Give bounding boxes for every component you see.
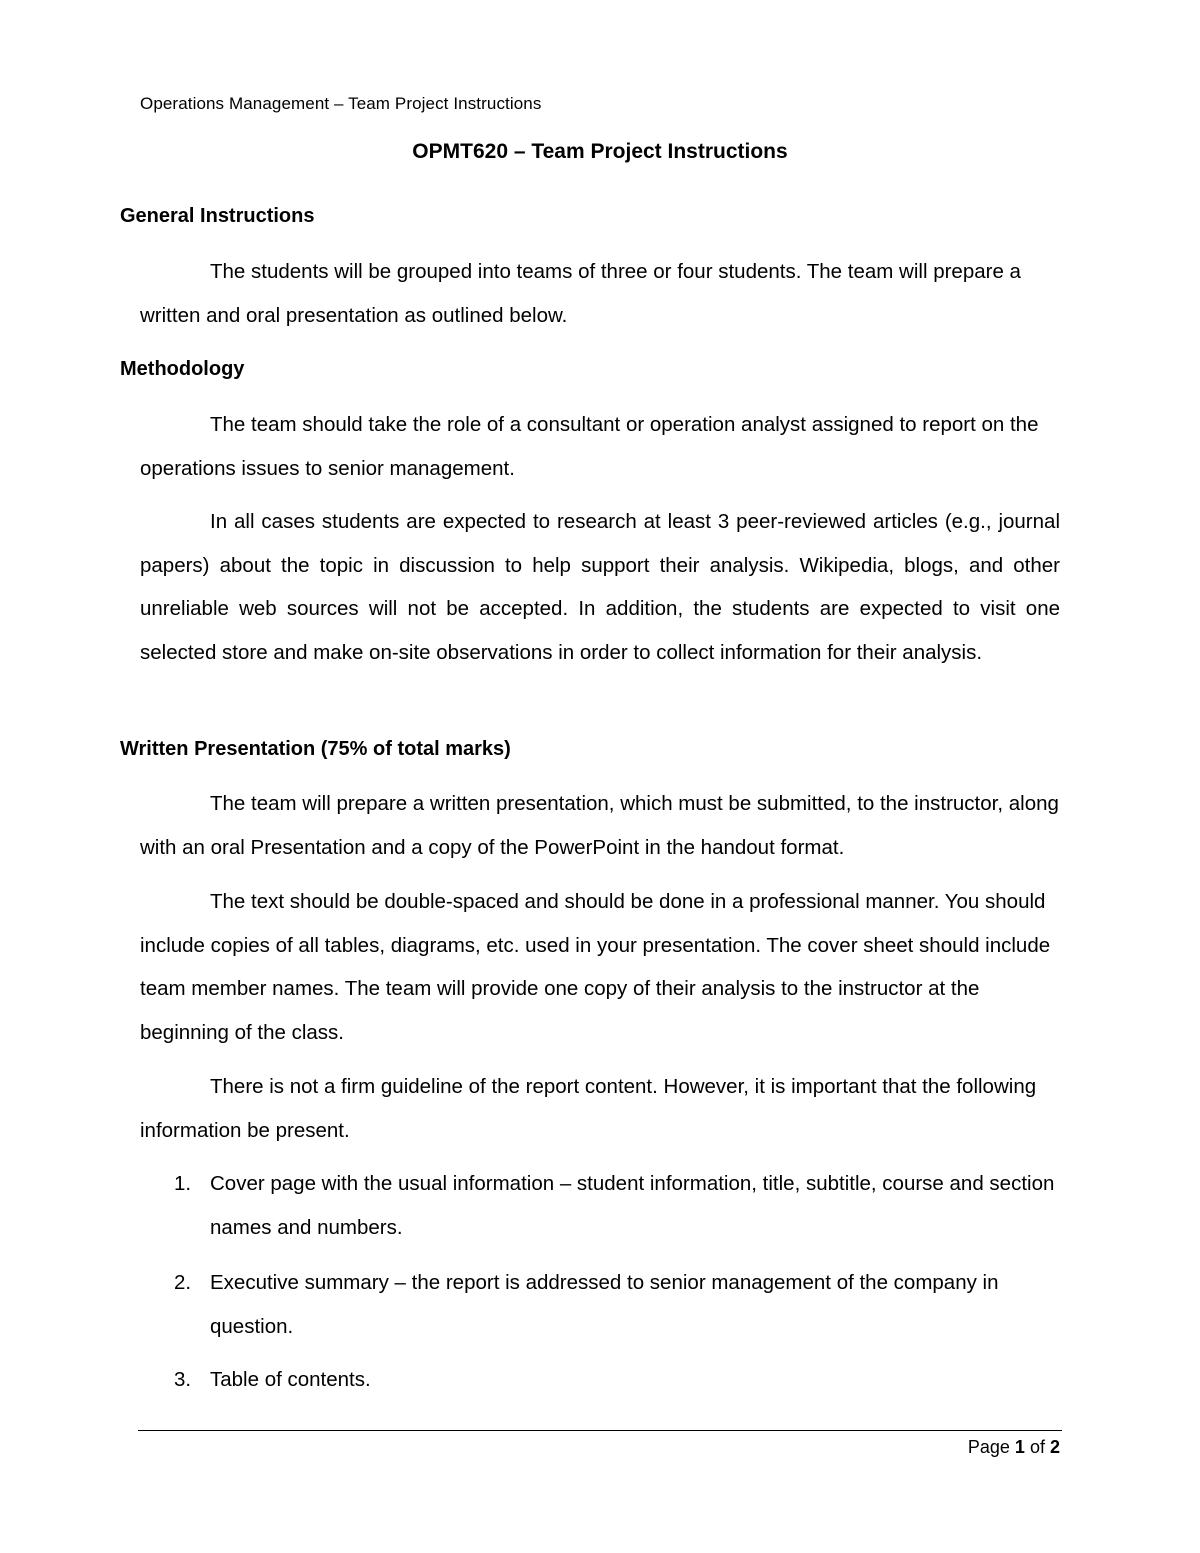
paragraph-written-1: The team will prepare a written presentation, which must be submitted, to the instructor, along with an oral Presentation and a copy of the PowerPoint in the handout format. [140,792,1059,859]
list-text: Table of contents. [210,1368,371,1391]
paragraph-methodology-1: The team should take the role of a consultant or operation analyst assigned to report on the operations issues to senior management. [140,413,1039,480]
footer-divider [138,1430,1062,1431]
paragraph-written-2: The text should be double-spaced and should be done in a professional manner. You should include copies of all tables, diagrams, etc. used in your presentation. The cover sheet should include team member names. The team will provide one copy of their analysis to the instructor at the beginning of the class. [140,890,1051,1044]
list-text: Executive summary – the report is addressed to senior management of the company in question. [210,1271,999,1338]
running-header: Operations Management – Team Project Instructions [140,94,542,113]
heading-written-presentation: Written Presentation (75% of total marks) [120,738,511,760]
list-text: Cover page with the usual information – student information, title, subtitle, course and section names and numbers. [210,1172,1055,1239]
list-number: 3. [174,1368,192,1391]
heading-general-instructions: General Instructions [120,205,315,227]
list-item [140,1358,1060,1402]
list-number: 2. [174,1271,192,1294]
document-title: OPMT620 – Team Project Instructions [412,140,788,163]
paragraph-general: The students will be grouped into teams of three or four students. The team will prepare a written and oral presentation as outlined below. [140,260,1021,327]
current-page: 1 [1014,1437,1025,1457]
paragraph-methodology-2: In all cases students are expected to research at least 3 peer-reviewed articles (e.g., journal papers) about the topic in discussion to help support their analysis. Wikipedia, blogs, and other unreliable web sources will not be accepted. In addition, the students are expected to visit one selected store and make on-site observations in order to collect information for their analysis. [140,510,1060,664]
page-label: Page [967,1437,1010,1457]
total-pages: 2 [1049,1437,1060,1457]
heading-methodology: Methodology [120,358,245,380]
page-number [968,1437,1060,1458]
paragraph-written-3: There is not a firm guideline of the report content. However, it is important that the following information be present. [140,1075,1037,1142]
of-label: of [1029,1437,1045,1457]
list-number: 1. [174,1172,192,1195]
list-item [140,1261,1060,1348]
list-item [140,1162,1060,1249]
